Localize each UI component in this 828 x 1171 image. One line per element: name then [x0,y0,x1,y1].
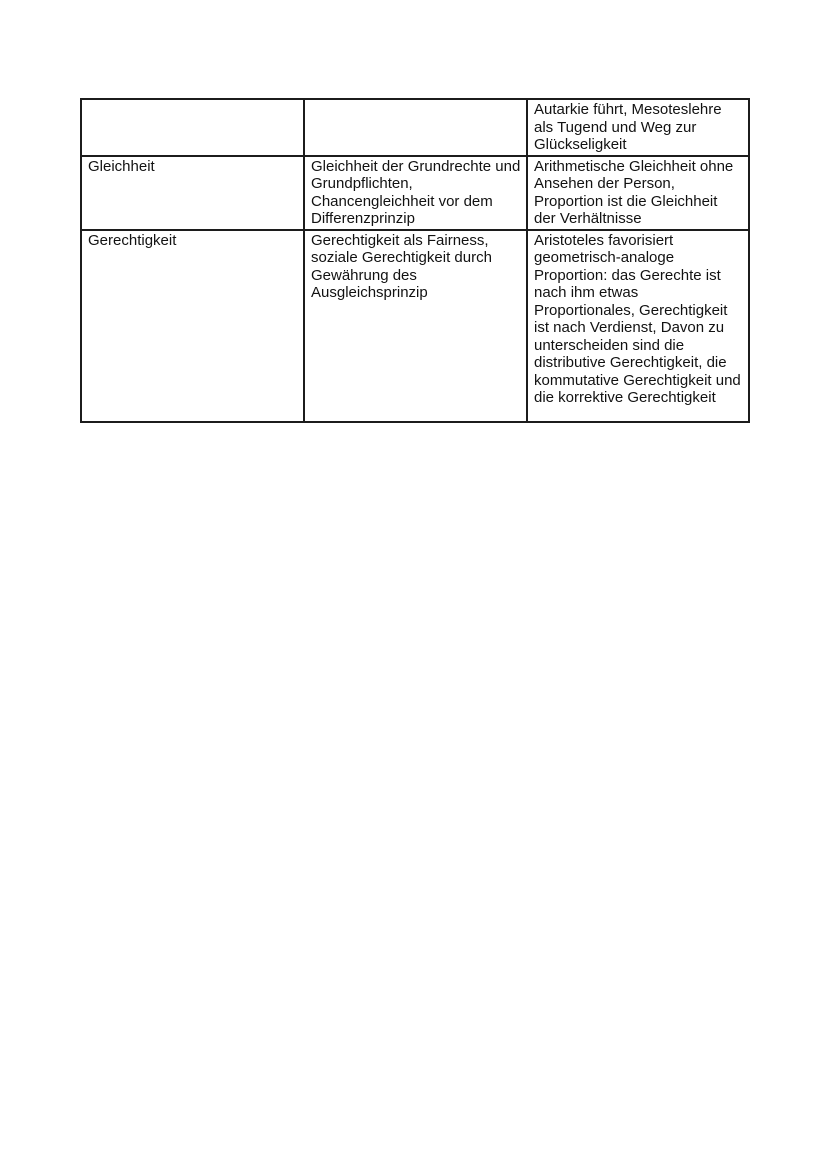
table-row [81,156,749,230]
table-row [81,99,749,156]
table-cell-right-column: Aristoteles favorisiert geometrisch-analoge Proportion: das Gerechte ist nach ihm etwas Proportionales, Gerechtigkeit ist nach Verdienst, Davon zu unterscheiden sind die distributive Gerechtigkeit, die kommutative Gerechtigkeit und die korrektive Gerechtigkeit [527,230,749,422]
table-cell-term [81,99,304,156]
table-cell-left-column [304,99,527,156]
table-cell-right-column: Autarkie führt, Mesoteslehre als Tugend und Weg zur Glückseligkeit [527,99,749,156]
table-cell-right-column: Arithmetische Gleichheit ohne Ansehen der Person, Proportion ist die Gleichheit der Verhältnisse [527,156,749,230]
table-cell-term: Gerechtigkeit [81,230,304,422]
comparison-table [80,98,750,423]
table-row [81,230,749,422]
table-cell-left-column: Gleichheit der Grundrechte und Grundpflichten, Chancengleichheit vor dem Differenzprinzip [304,156,527,230]
table-cell-term: Gleichheit [81,156,304,230]
table-cell-left-column: Gerechtigkeit als Fairness, soziale Gerechtigkeit durch Gewährung des Ausgleichsprinzip [304,230,527,422]
